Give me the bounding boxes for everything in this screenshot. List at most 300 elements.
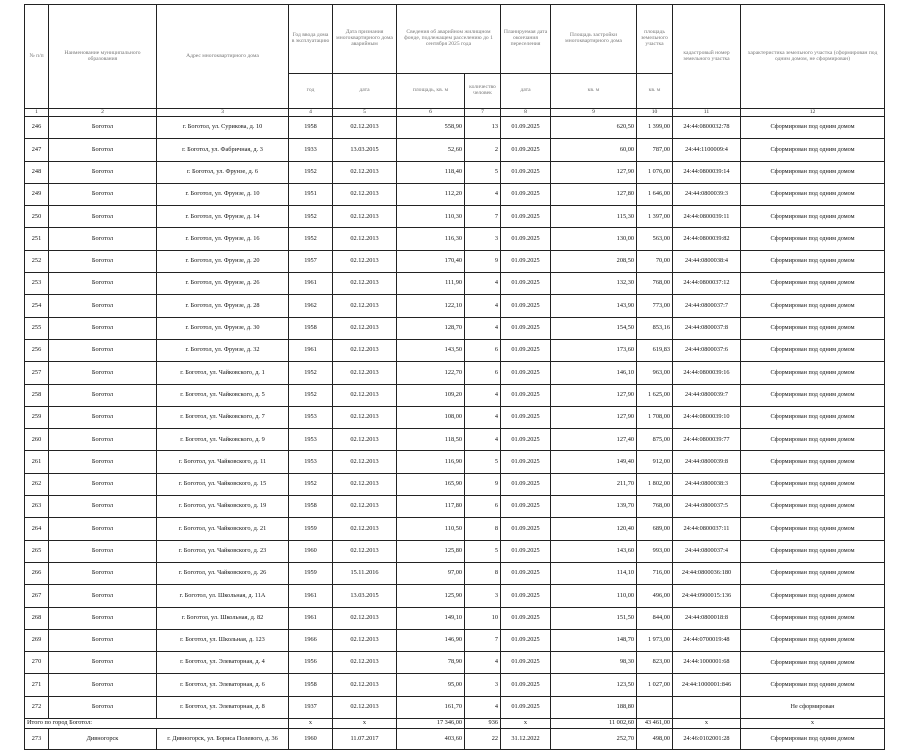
cell-num: 246 xyxy=(25,117,49,139)
cell-plan: 01.09.2025 xyxy=(501,652,551,674)
cell-year: 1966 xyxy=(289,629,333,651)
cell-date: 02.12.2013 xyxy=(333,161,397,183)
cell-year: 1953 xyxy=(289,429,333,451)
cell-num: 270 xyxy=(25,652,49,674)
cell-municipality: Боготол xyxy=(49,228,157,250)
table-row xyxy=(25,250,885,272)
cell-cadastral: 24:44:0800039:77 xyxy=(673,429,741,451)
cell-municipality: Боготол xyxy=(49,362,157,384)
cell-build: 188,80 xyxy=(551,696,637,718)
cell-people: 4 xyxy=(465,183,501,205)
cell-build: 60,00 xyxy=(551,139,637,161)
cell-municipality: Боготол xyxy=(49,117,157,139)
cell-address: г. Боготол, ул. Чайковского, д. 19 xyxy=(157,496,289,518)
cell-num: 259 xyxy=(25,406,49,428)
cell-area: 170,40 xyxy=(397,250,465,272)
cell-area: 403,60 xyxy=(397,729,465,750)
cell-land: 1 802,00 xyxy=(637,473,673,495)
cell-area: 117,80 xyxy=(397,496,465,518)
cell-build: 139,70 xyxy=(551,496,637,518)
total-cad: x xyxy=(673,719,741,729)
cell-plan: 01.09.2025 xyxy=(501,562,551,584)
cell-municipality: Боготол xyxy=(49,496,157,518)
cell-plan: 01.09.2025 xyxy=(501,295,551,317)
cell-build: 115,30 xyxy=(551,206,637,228)
table-row-divnogorsk xyxy=(25,729,885,750)
header-municipality: Наименование муниципального образования xyxy=(49,5,157,109)
cell-plan: 01.09.2025 xyxy=(501,161,551,183)
cell-year: 1952 xyxy=(289,362,333,384)
cell-people: 13 xyxy=(465,117,501,139)
cell-area: 108,00 xyxy=(397,406,465,428)
cell-address: г. Боготол, ул. Чайковского, д. 1 xyxy=(157,362,289,384)
cell-date: 02.12.2013 xyxy=(333,696,397,718)
cell-plan: 01.09.2025 xyxy=(501,518,551,540)
cell-plan: 01.09.2025 xyxy=(501,339,551,361)
header-planned-date: Планируемая дата окончания переселения xyxy=(501,5,551,74)
cell-cadastral: 24:44:0800039:8 xyxy=(673,451,741,473)
table-row xyxy=(25,585,885,607)
cell-num: 265 xyxy=(25,540,49,562)
total-area: 17 346,00 xyxy=(397,719,465,729)
cell-num: 256 xyxy=(25,339,49,361)
cell-cadastral: 24:44:0800039:3 xyxy=(673,183,741,205)
cell-num: 251 xyxy=(25,228,49,250)
cell-land: 563,00 xyxy=(637,228,673,250)
cell-people: 8 xyxy=(465,562,501,584)
cell-num: 253 xyxy=(25,273,49,295)
cell-area: 95,00 xyxy=(397,674,465,696)
cell-date: 02.12.2013 xyxy=(333,406,397,428)
cell-cadastral: 24:44:0800037:5 xyxy=(673,496,741,518)
cell-cadastral: 24:44:0800039:82 xyxy=(673,228,741,250)
table-row xyxy=(25,117,885,139)
cell-cadastral: 24:44:0900015:136 xyxy=(673,585,741,607)
cell-build: 110,00 xyxy=(551,585,637,607)
cell-people: 9 xyxy=(465,250,501,272)
cell-status: Сформирован под одним домом xyxy=(741,607,885,629)
cell-num: 269 xyxy=(25,629,49,651)
table-body xyxy=(25,117,885,719)
cell-municipality: Боготол xyxy=(49,250,157,272)
cell-date: 02.12.2013 xyxy=(333,183,397,205)
cell-cadastral: 24:44:0800039:16 xyxy=(673,362,741,384)
cell-area: 118,40 xyxy=(397,161,465,183)
cell-cadastral: 24:44:0800036:180 xyxy=(673,562,741,584)
cell-area: 78,90 xyxy=(397,652,465,674)
cell-people: 3 xyxy=(465,228,501,250)
cell-municipality: Боготол xyxy=(49,451,157,473)
cell-municipality: Боготол xyxy=(49,652,157,674)
cell-num: 271 xyxy=(25,674,49,696)
cell-year: 1952 xyxy=(289,161,333,183)
cell-cadastral: 24:46:0102001:28 xyxy=(673,729,741,750)
table-row xyxy=(25,696,885,718)
cell-date: 02.12.2013 xyxy=(333,228,397,250)
cell-people: 4 xyxy=(465,273,501,295)
cell-address: г. Боготол, ул. Фабричная, д. 3 xyxy=(157,139,289,161)
cell-year: 1961 xyxy=(289,339,333,361)
cell-status: Сформирован под одним домом xyxy=(741,562,885,584)
cell-land: 963,00 xyxy=(637,362,673,384)
cell-municipality: Боготол xyxy=(49,384,157,406)
cell-plan: 01.09.2025 xyxy=(501,317,551,339)
cell-build: 154,50 xyxy=(551,317,637,339)
cell-municipality: Боготол xyxy=(49,161,157,183)
cell-address: г. Боготол, ул. Фрунзе, д. 6 xyxy=(157,161,289,183)
cell-municipality: Дивногорск xyxy=(49,729,157,750)
cell-land: 823,00 xyxy=(637,652,673,674)
cell-people: 5 xyxy=(465,161,501,183)
cell-year: 1957 xyxy=(289,250,333,272)
cell-status: Сформирован под одним домом xyxy=(741,429,885,451)
cell-num: 268 xyxy=(25,607,49,629)
table-row xyxy=(25,518,885,540)
cell-year: 1960 xyxy=(289,540,333,562)
cell-land: 875,00 xyxy=(637,429,673,451)
cell-build: 127,90 xyxy=(551,406,637,428)
header-area-total: Площадь застройки многоквартирного дома xyxy=(551,5,637,74)
cell-build: 114,10 xyxy=(551,562,637,584)
cell-date: 11.07.2017 xyxy=(333,729,397,750)
total-plan: x xyxy=(501,719,551,729)
table-row xyxy=(25,206,885,228)
cell-area: 110,50 xyxy=(397,518,465,540)
cell-address: г. Боготол, ул. Фрунзе, д. 14 xyxy=(157,206,289,228)
cell-cadastral: 24:44:0800037:12 xyxy=(673,273,741,295)
cell-land: 1 397,00 xyxy=(637,206,673,228)
subheader-year: год xyxy=(289,74,333,109)
cell-date: 02.12.2013 xyxy=(333,317,397,339)
cell-year: 1958 xyxy=(289,117,333,139)
cell-year: 1952 xyxy=(289,206,333,228)
cell-status: Сформирован под одним домом xyxy=(741,473,885,495)
column-number: 6 xyxy=(397,109,465,117)
cell-build: 127,90 xyxy=(551,384,637,406)
cell-status: Сформирован под одним домом xyxy=(741,183,885,205)
cell-municipality: Боготол xyxy=(49,429,157,451)
cell-build: 151,50 xyxy=(551,607,637,629)
column-number: 4 xyxy=(289,109,333,117)
cell-num: 257 xyxy=(25,362,49,384)
cell-date: 02.12.2013 xyxy=(333,652,397,674)
cell-plan: 31.12.2022 xyxy=(501,729,551,750)
cell-build: 143,90 xyxy=(551,295,637,317)
cell-people: 8 xyxy=(465,518,501,540)
cell-build: 143,60 xyxy=(551,540,637,562)
cell-cadastral: 24:44:1000001:846 xyxy=(673,674,741,696)
cell-address: г. Боготол, ул. Фрунзе, д. 20 xyxy=(157,250,289,272)
cell-status: Сформирован под одним домом xyxy=(741,629,885,651)
cell-land: 1 708,00 xyxy=(637,406,673,428)
cell-build: 173,60 xyxy=(551,339,637,361)
table-row xyxy=(25,139,885,161)
cell-plan: 01.09.2025 xyxy=(501,273,551,295)
cell-people: 7 xyxy=(465,206,501,228)
cell-num: 272 xyxy=(25,696,49,718)
cell-address: г. Дивногорск, ул. Бориса Полевого, д. 36 xyxy=(157,729,289,750)
cell-status: Сформирован под одним домом xyxy=(741,451,885,473)
cell-date: 02.12.2013 xyxy=(333,607,397,629)
column-number: 9 xyxy=(551,109,637,117)
cell-num: 254 xyxy=(25,295,49,317)
cell-num: 262 xyxy=(25,473,49,495)
cell-people: 10 xyxy=(465,607,501,629)
cell-year: 1959 xyxy=(289,562,333,584)
cell-num: 261 xyxy=(25,451,49,473)
cell-address: г. Боготол, ул. Фрунзе, д. 28 xyxy=(157,295,289,317)
table-row xyxy=(25,562,885,584)
cell-build: 123,50 xyxy=(551,674,637,696)
cell-cadastral: 24:44:0800039:10 xyxy=(673,406,741,428)
cell-municipality: Боготол xyxy=(49,585,157,607)
cell-num: 264 xyxy=(25,518,49,540)
cell-cadastral: 24:44:0800037:6 xyxy=(673,339,741,361)
cell-cadastral: 24:44:0800018:8 xyxy=(673,607,741,629)
cell-year: 1953 xyxy=(289,406,333,428)
cell-land: 689,00 xyxy=(637,518,673,540)
cell-build: 148,70 xyxy=(551,629,637,651)
cell-status: Сформирован под одним домом xyxy=(741,540,885,562)
column-number-row xyxy=(25,109,885,117)
cell-area: 146,90 xyxy=(397,629,465,651)
cell-date: 02.12.2013 xyxy=(333,250,397,272)
cell-status: Сформирован под одним домом xyxy=(741,339,885,361)
cell-date: 02.12.2013 xyxy=(333,273,397,295)
cell-area: 128,70 xyxy=(397,317,465,339)
cell-plan: 01.09.2025 xyxy=(501,629,551,651)
cell-date: 02.12.2013 xyxy=(333,629,397,651)
column-number: 7 xyxy=(465,109,501,117)
cell-area: 97,00 xyxy=(397,562,465,584)
cell-year: 1962 xyxy=(289,295,333,317)
column-number: 5 xyxy=(333,109,397,117)
cell-cadastral: 24:44:0800039:14 xyxy=(673,161,741,183)
cell-municipality: Боготол xyxy=(49,607,157,629)
cell-people: 22 xyxy=(465,729,501,750)
header-num: № п/п xyxy=(25,5,49,109)
table-row xyxy=(25,228,885,250)
cell-area: 116,90 xyxy=(397,451,465,473)
cell-plan: 01.09.2025 xyxy=(501,496,551,518)
cell-land: 844,00 xyxy=(637,607,673,629)
cell-num: 250 xyxy=(25,206,49,228)
cell-people: 4 xyxy=(465,384,501,406)
cell-people: 6 xyxy=(465,339,501,361)
header-emergency-date: Дата признания многоквартирного дома аварийным xyxy=(333,5,397,74)
table-row xyxy=(25,674,885,696)
cell-year: 1961 xyxy=(289,607,333,629)
cell-people: 3 xyxy=(465,674,501,696)
cell-address: г. Боготол, ул. Фрунзе, д. 10 xyxy=(157,183,289,205)
cell-date: 02.12.2013 xyxy=(333,451,397,473)
cell-status: Не сформирован xyxy=(741,696,885,718)
total-build: 11 002,60 xyxy=(551,719,637,729)
cell-plan: 01.09.2025 xyxy=(501,228,551,250)
column-number: 3 xyxy=(157,109,289,117)
table-row xyxy=(25,607,885,629)
cell-year: 1952 xyxy=(289,473,333,495)
cell-cadastral: 24:44:0800037:8 xyxy=(673,317,741,339)
cell-plan: 01.09.2025 xyxy=(501,406,551,428)
cell-area: 125,80 xyxy=(397,540,465,562)
cell-area: 125,90 xyxy=(397,585,465,607)
cell-status: Сформирован под одним домом xyxy=(741,161,885,183)
cell-status: Сформирован под одним домом xyxy=(741,518,885,540)
cell-cadastral: 24:44:0700019:48 xyxy=(673,629,741,651)
cell-municipality: Боготол xyxy=(49,273,157,295)
cell-area: 110,30 xyxy=(397,206,465,228)
column-number: 2 xyxy=(49,109,157,117)
cell-date: 02.12.2013 xyxy=(333,540,397,562)
header-year-built: Год ввода дома в эксплуатацию xyxy=(289,5,333,74)
cell-plan: 01.09.2025 xyxy=(501,674,551,696)
cell-land: 1 625,00 xyxy=(637,384,673,406)
cell-status: Сформирован под одним домом xyxy=(741,250,885,272)
cell-plan: 01.09.2025 xyxy=(501,250,551,272)
cell-plan: 01.09.2025 xyxy=(501,139,551,161)
cell-date: 13.03.2015 xyxy=(333,139,397,161)
cell-address: г. Боготол, ул. Чайковского, д. 23 xyxy=(157,540,289,562)
cell-build: 127,40 xyxy=(551,429,637,451)
cell-area: 143,50 xyxy=(397,339,465,361)
cell-municipality: Боготол xyxy=(49,473,157,495)
cell-land: 1 646,00 xyxy=(637,183,673,205)
cell-area: 111,90 xyxy=(397,273,465,295)
total-people: 936 xyxy=(465,719,501,729)
cell-land: 1 399,00 xyxy=(637,117,673,139)
cell-area: 165,90 xyxy=(397,473,465,495)
cell-build: 146,10 xyxy=(551,362,637,384)
cell-cadastral: 24:44:0800038:4 xyxy=(673,250,741,272)
cell-plan: 01.09.2025 xyxy=(501,362,551,384)
table-row xyxy=(25,183,885,205)
cell-address: г. Боготол, ул. Чайковского, д. 9 xyxy=(157,429,289,451)
cell-date: 02.12.2013 xyxy=(333,362,397,384)
cell-address: г. Боготол, ул. Школьная, д. 82 xyxy=(157,607,289,629)
cell-municipality: Боготол xyxy=(49,339,157,361)
cell-address: г. Боготол, ул. Элеваторная, д. 8 xyxy=(157,696,289,718)
table-row xyxy=(25,451,885,473)
cell-address: г. Боготол, ул. Элеваторная, д. 4 xyxy=(157,652,289,674)
cell-address: г. Боготол, ул. Фрунзе, д. 32 xyxy=(157,339,289,361)
cell-num: 255 xyxy=(25,317,49,339)
cell-people: 4 xyxy=(465,406,501,428)
cell-build: 211,70 xyxy=(551,473,637,495)
cell-status: Сформирован под одним домом xyxy=(741,729,885,750)
cell-year: 1952 xyxy=(289,384,333,406)
cell-address: г. Боготол, ул. Чайковского, д. 21 xyxy=(157,518,289,540)
table-row xyxy=(25,652,885,674)
cell-land: 993,00 xyxy=(637,540,673,562)
cell-land: 768,00 xyxy=(637,496,673,518)
cell-year: 1956 xyxy=(289,652,333,674)
cell-num: 267 xyxy=(25,585,49,607)
cell-plan: 01.09.2025 xyxy=(501,451,551,473)
subheader-people: количество человек xyxy=(465,74,501,109)
cell-plan: 01.09.2025 xyxy=(501,183,551,205)
cell-year: 1933 xyxy=(289,139,333,161)
cell-year: 1961 xyxy=(289,273,333,295)
cell-status: Сформирован под одним домом xyxy=(741,206,885,228)
cell-cadastral xyxy=(673,696,741,718)
cell-address: г. Боготол, ул. Чайковского, д. 7 xyxy=(157,406,289,428)
cell-plan: 01.09.2025 xyxy=(501,206,551,228)
subheader-sqm: кв. м xyxy=(551,74,637,109)
cell-status: Сформирован под одним домом xyxy=(741,652,885,674)
cell-num: 273 xyxy=(25,729,49,750)
cell-municipality: Боготол xyxy=(49,139,157,161)
table-row xyxy=(25,540,885,562)
cell-people: 4 xyxy=(465,317,501,339)
cell-build: 620,50 xyxy=(551,117,637,139)
total-row xyxy=(25,719,885,729)
cell-date: 13.03.2015 xyxy=(333,585,397,607)
cell-status: Сформирован под одним домом xyxy=(741,228,885,250)
cell-year: 1958 xyxy=(289,496,333,518)
cell-plan: 01.09.2025 xyxy=(501,585,551,607)
cell-land: 716,00 xyxy=(637,562,673,584)
cell-people: 3 xyxy=(465,585,501,607)
cell-area: 109,20 xyxy=(397,384,465,406)
cell-land: 496,00 xyxy=(637,585,673,607)
cell-build: 208,50 xyxy=(551,250,637,272)
cell-num: 249 xyxy=(25,183,49,205)
header-cadastral: кадастровый номер земельного участка xyxy=(673,5,741,109)
table-row xyxy=(25,273,885,295)
cell-plan: 01.09.2025 xyxy=(501,384,551,406)
cell-date: 02.12.2013 xyxy=(333,518,397,540)
cell-cadastral: 24:44:0800032:78 xyxy=(673,117,741,139)
cell-year: 1937 xyxy=(289,696,333,718)
cell-land: 619,83 xyxy=(637,339,673,361)
table-row xyxy=(25,429,885,451)
cell-area: 112,20 xyxy=(397,183,465,205)
cell-people: 4 xyxy=(465,295,501,317)
cell-people: 4 xyxy=(465,652,501,674)
cell-address: г. Боготол, ул. Фрунзе, д. 30 xyxy=(157,317,289,339)
total-year: x xyxy=(289,719,333,729)
cell-address: г. Боготол, ул. Чайковского, д. 26 xyxy=(157,562,289,584)
cell-plan: 01.09.2025 xyxy=(501,696,551,718)
header-land-area: площадь земельного участка xyxy=(637,5,673,74)
cell-status: Сформирован под одним домом xyxy=(741,585,885,607)
cell-municipality: Боготол xyxy=(49,696,157,718)
column-number: 12 xyxy=(741,109,885,117)
cell-area: 122,70 xyxy=(397,362,465,384)
resettlement-register-table xyxy=(24,4,885,750)
table-row xyxy=(25,384,885,406)
cell-municipality: Боготол xyxy=(49,295,157,317)
cell-municipality: Боготол xyxy=(49,518,157,540)
total-status: x xyxy=(741,719,885,729)
cell-plan: 01.09.2025 xyxy=(501,117,551,139)
cell-land: 1 027,00 xyxy=(637,674,673,696)
table-row xyxy=(25,629,885,651)
cell-area: 122,10 xyxy=(397,295,465,317)
cell-build: 252,70 xyxy=(551,729,637,750)
cell-num: 252 xyxy=(25,250,49,272)
cell-municipality: Боготол xyxy=(49,629,157,651)
cell-build: 149,40 xyxy=(551,451,637,473)
cell-area: 116,30 xyxy=(397,228,465,250)
table-row xyxy=(25,473,885,495)
cell-people: 6 xyxy=(465,362,501,384)
cell-date: 15.11.2016 xyxy=(333,562,397,584)
cell-plan: 01.09.2025 xyxy=(501,473,551,495)
cell-build: 127,80 xyxy=(551,183,637,205)
table-row xyxy=(25,295,885,317)
